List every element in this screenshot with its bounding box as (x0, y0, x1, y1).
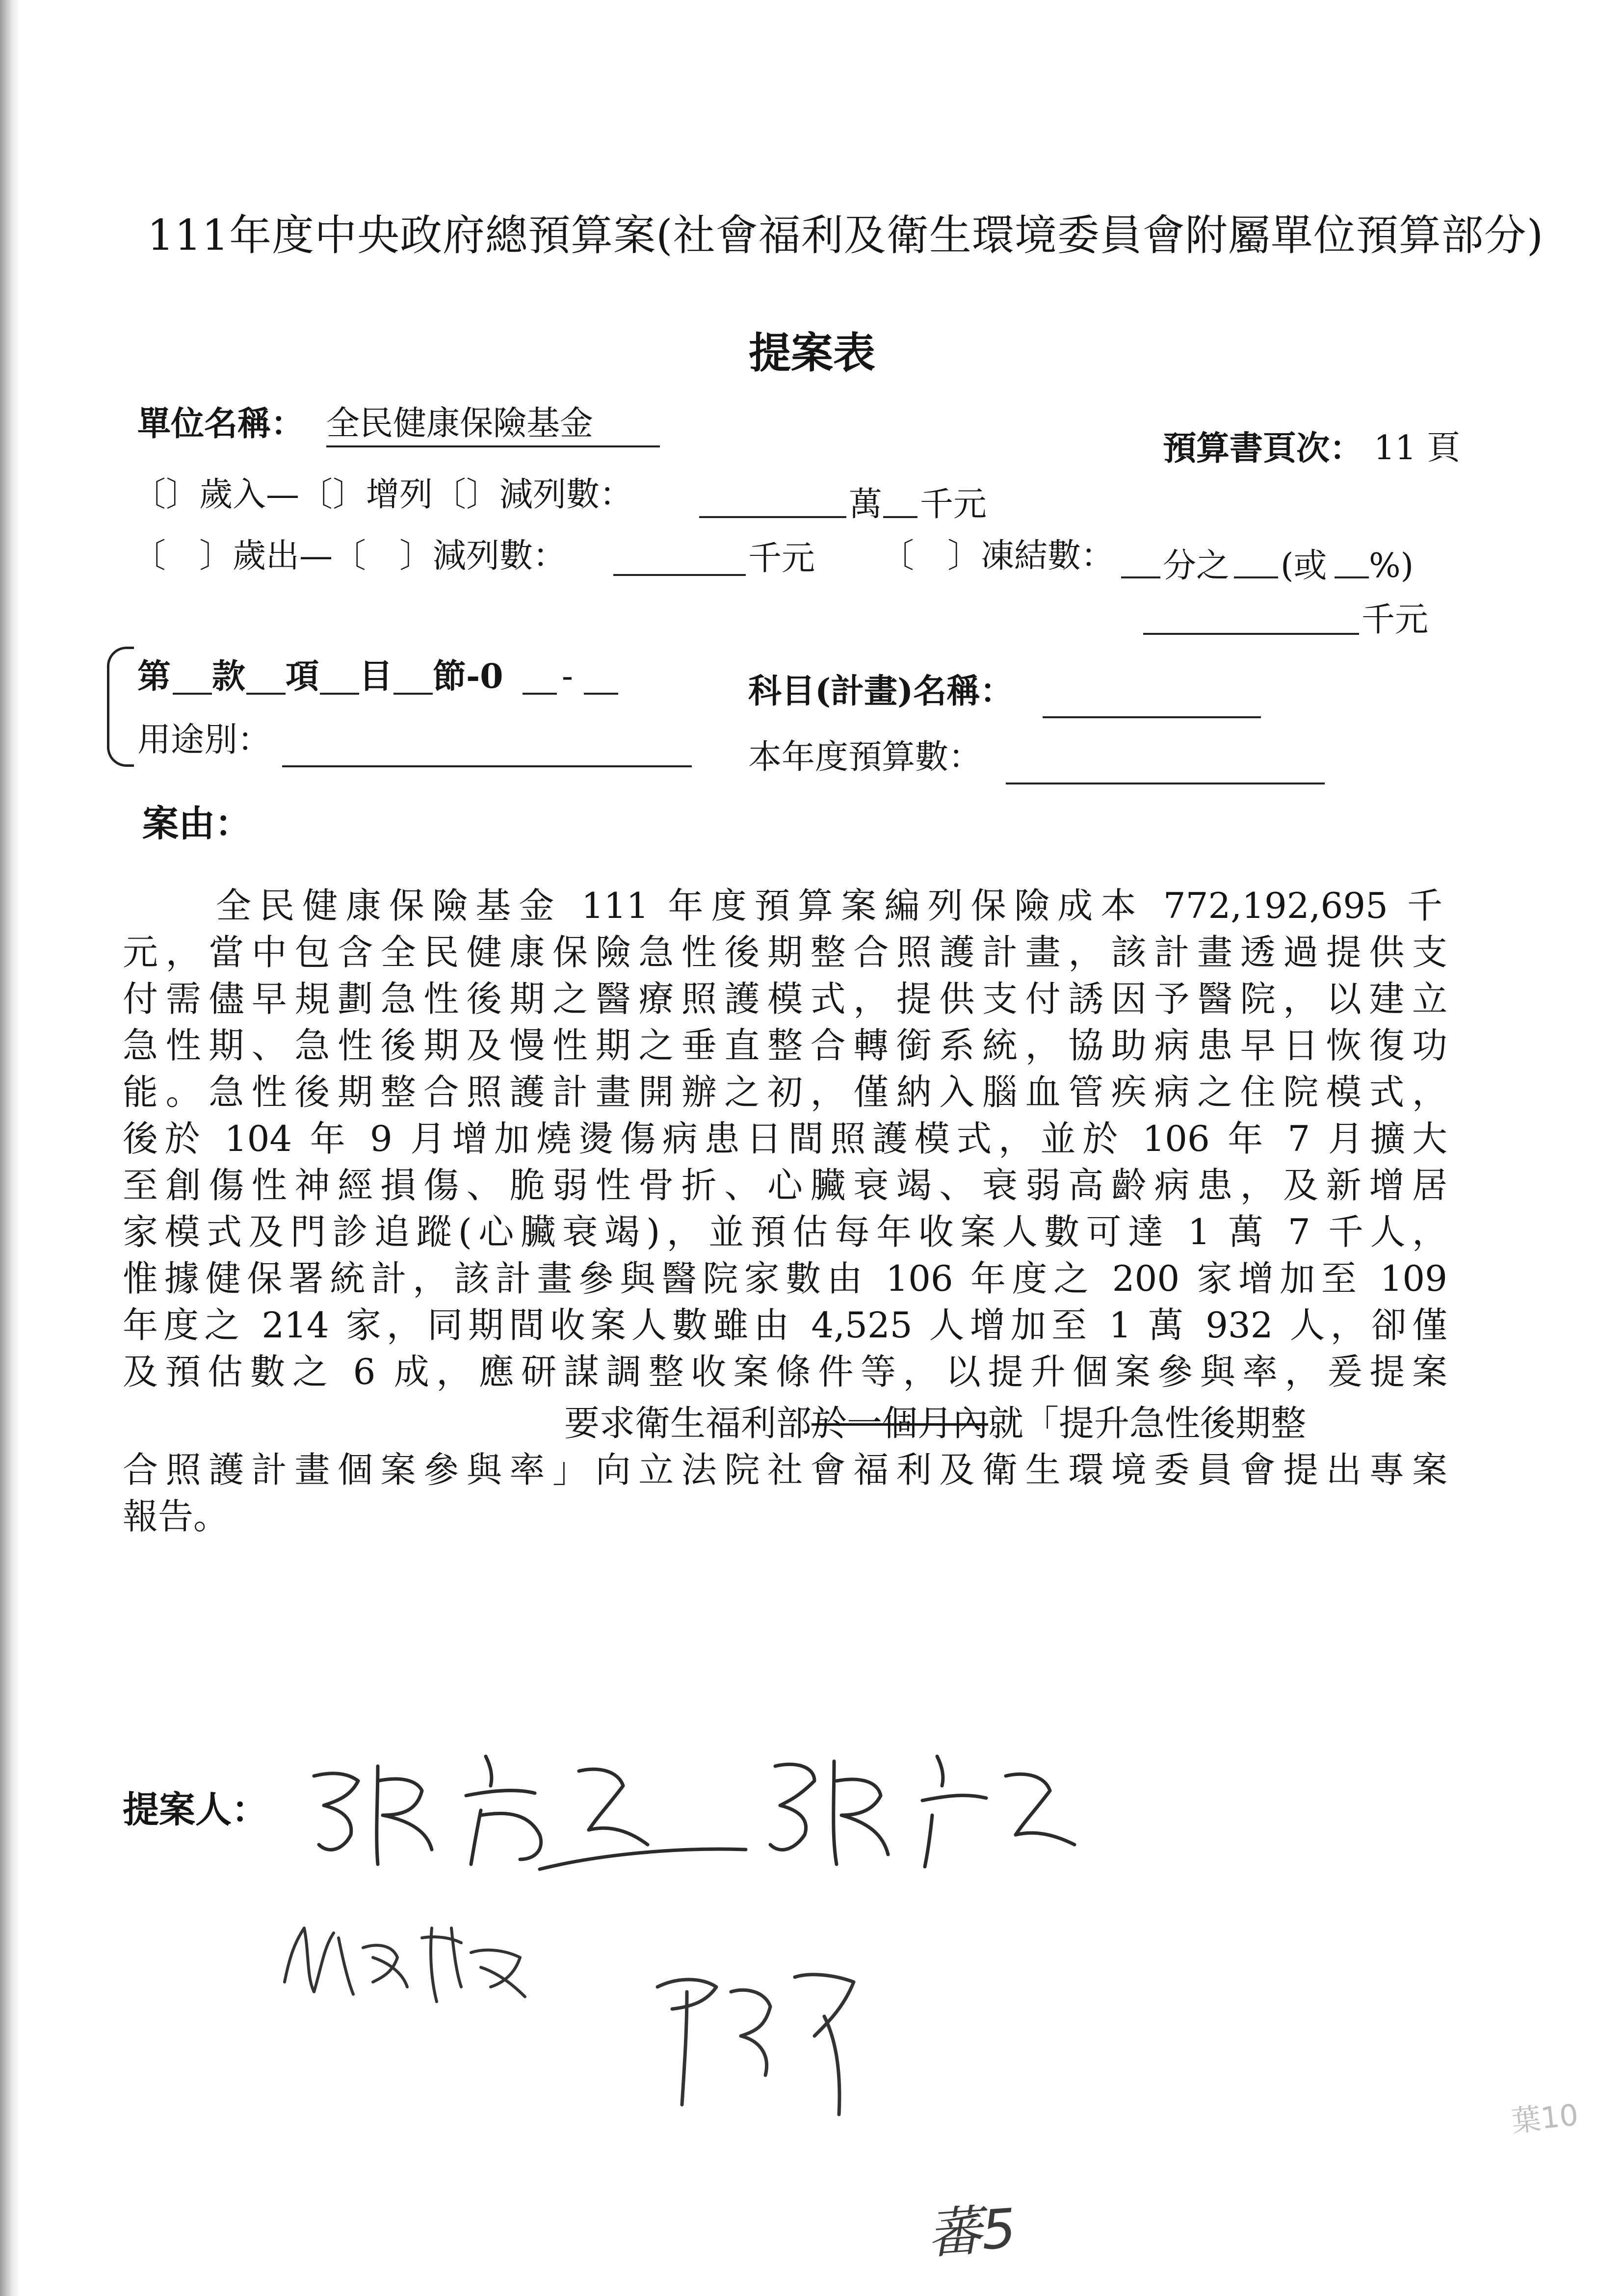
case-line-3: 付需儘早規劃急性後期之醫療照護模式，提供支付誘因予醫院，以建立 (123, 978, 1447, 1019)
signature-1 (304, 1737, 1089, 1884)
document-title: 111年度中央政府總預算案(社會福利及衛生環境委員會附屬單位預算部分) (147, 211, 1544, 260)
case-line-12-struck: 於一個月內 (812, 1403, 989, 1444)
revenue-unit-wan: 萬 (849, 485, 883, 524)
item-code-blank-1 (173, 693, 212, 695)
page-ref-label: 預算書頁次： (1163, 429, 1363, 468)
unit-label: 單位名稱： (137, 404, 305, 444)
item-code-kuan: 款 (212, 657, 246, 696)
case-line-12-suffix: 就「提升急性後期整 (988, 1403, 1307, 1444)
case-line-13: 合照護計畫個案參與率」向立法院社會福利及衛生環境委員會提出專案 (123, 1449, 1447, 1490)
item-code-blank-6 (584, 693, 618, 695)
subject-label: 科目(計畫)名稱： (748, 672, 1014, 711)
case-line-14: 報告。 (123, 1496, 229, 1537)
case-line-1: 全民健康保險基金 111 年度預算案編列保險成本 772,192,695 千 (216, 885, 1442, 926)
item-code-blank-3 (320, 693, 359, 695)
item-code-blank-2 (246, 693, 286, 695)
case-line-8: 家模式及門診追蹤(心臟衰竭)，並預估每年收案人數可達 1 萬 7 千人， (123, 1211, 1447, 1252)
revenue-unit-qian: 千元 (920, 485, 987, 524)
case-line-12-prefix: 要求衛生福利部 (564, 1403, 812, 1444)
item-code-mu: 目 (359, 657, 393, 696)
margin-note: 葉10 (1510, 2098, 1580, 2139)
case-line-6: 後於 104 年 9 月增加燒燙傷病患日間照護模式，並於 106 年 7 月擴大 (123, 1118, 1447, 1159)
item-code-jie: 節-0 (433, 657, 503, 696)
revenue-line-label: 〔〕歲入—〔〕增列〔〕減列數： (132, 475, 633, 514)
handwritten-note: 蕃5 (925, 2196, 1018, 2266)
budget-blank (1006, 783, 1325, 784)
item-code-blank-5 (523, 693, 557, 695)
freeze-blank-2 (1234, 576, 1278, 578)
case-heading: 案由： (142, 803, 251, 845)
proposer-label: 提案人： (123, 1789, 268, 1831)
case-line-5: 能。急性後期整合照護計畫開辦之初，僅納入腦血管疾病之住院模式， (123, 1071, 1447, 1113)
item-code-blank-4 (393, 693, 433, 695)
case-line-4: 急性期、急性後期及慢性期之垂直整合轉銜系統，協助病患早日恢復功 (123, 1025, 1447, 1066)
purpose-label: 用途別： (137, 721, 271, 759)
item-code-bracket (107, 647, 134, 767)
revenue-blank-1 (699, 516, 846, 518)
freeze-label: 〔 〕凍結數： (881, 537, 1115, 575)
unit-value: 全民健康保險基金 (326, 407, 660, 447)
budget-label: 本年度預算數： (748, 738, 982, 777)
freeze-blank-1 (1121, 576, 1160, 578)
expense-blank (613, 574, 746, 576)
freeze-amount-unit: 千元 (1362, 600, 1429, 639)
freeze-blank-3 (1335, 576, 1369, 578)
page-ref-value: 11 頁 (1374, 429, 1461, 468)
signature-2 (275, 1908, 550, 2007)
freeze-amount-blank (1143, 633, 1359, 635)
freeze-fraction-text: 分之 (1163, 547, 1230, 585)
revenue-blank-2 (883, 516, 917, 518)
case-line-9: 惟據健保署統計，該計畫參與醫院家數由 106 年度之 200 家增加至 109 (123, 1258, 1447, 1299)
purpose-blank (282, 765, 692, 767)
case-line-2: 元，當中包含全民健康保險急性後期整合照護計畫，該計畫透過提供支 (123, 932, 1447, 973)
expense-line-label: 〔 〕歲出—〔 〕減列數： (132, 537, 567, 575)
case-line-7: 至創傷性神經損傷、脆弱性骨折、心臟衰竭、衰弱高齡病患，及新增居 (123, 1165, 1447, 1206)
case-line-11: 及預估數之 6 成，應研謀調整收案條件等，以提升個案參與率，爰提案 (123, 1351, 1447, 1392)
item-code-dash: - (562, 657, 573, 696)
case-line-10: 年度之 214 家，同期間收案人數雖由 4,525 人增加至 1 萬 932 人，卻僅 (123, 1305, 1447, 1346)
freeze-percent-text: %) (1369, 547, 1414, 585)
freeze-or-text: (或 (1281, 547, 1327, 585)
item-code-xiang: 項 (286, 657, 319, 696)
expense-unit: 千元 (748, 539, 815, 578)
document-subtitle: 提案表 (749, 328, 875, 378)
case-line-12 (564, 1403, 1307, 1444)
item-code-di: 第 (137, 657, 171, 696)
signature-3 (648, 1957, 903, 2124)
subject-blank (1043, 716, 1261, 718)
